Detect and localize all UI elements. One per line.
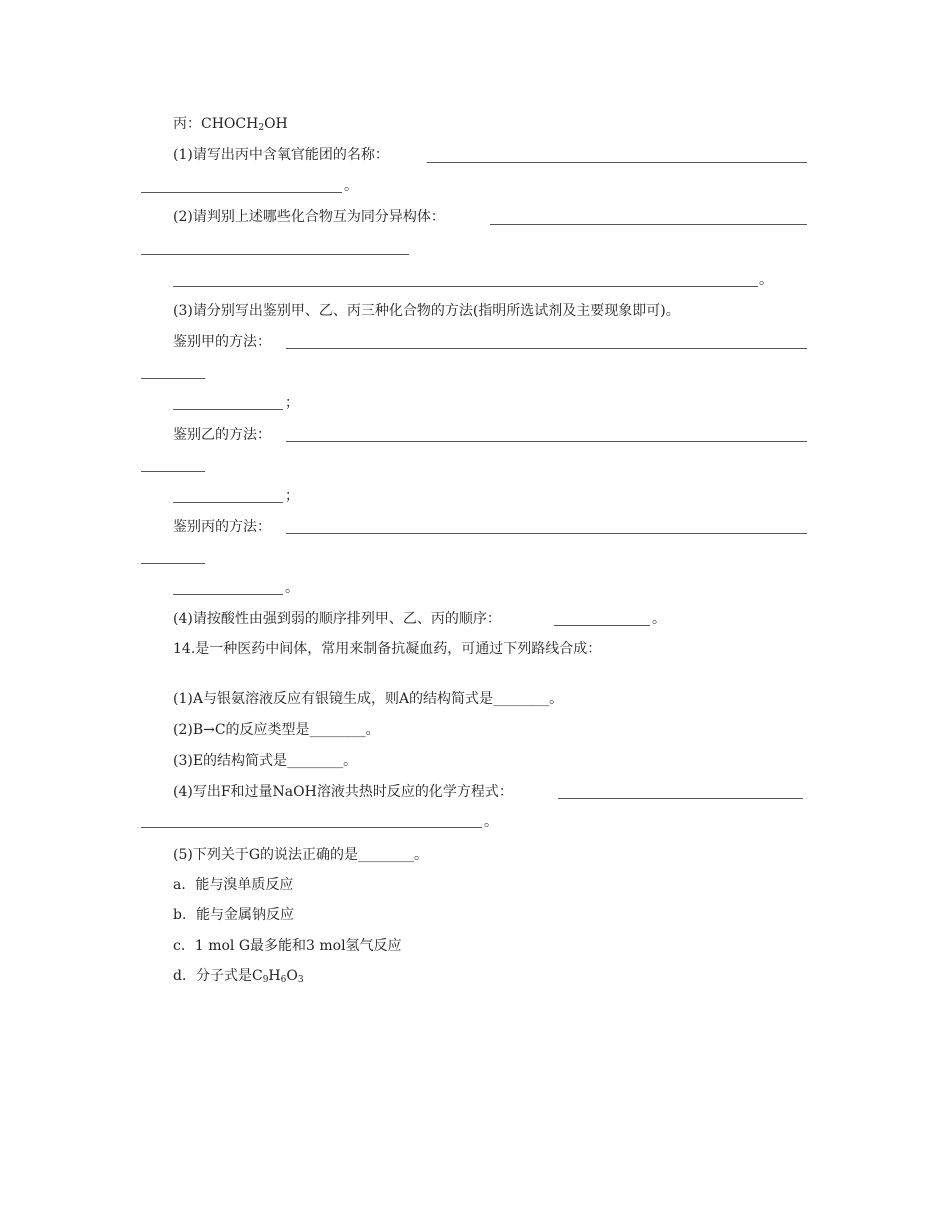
answer-blank[interactable]: ________: [287, 753, 344, 769]
answer-line[interactable]: [286, 441, 807, 442]
method-yi-label: 鉴别乙的方法：: [173, 427, 271, 443]
option-d[interactable]: d．分子式是$C_9H_6O_3$: [173, 968, 304, 985]
part-4-text: (4)写出F和过量NaOH溶液共热时反应的化学方程式：: [173, 784, 513, 800]
answer-line[interactable]: [554, 625, 650, 626]
answer-line[interactable]: [558, 798, 803, 799]
answer-line[interactable]: [286, 533, 807, 534]
answer-line[interactable]: [173, 594, 283, 595]
answer-line[interactable]: [141, 471, 205, 472]
answer-blank[interactable]: ________: [493, 691, 550, 707]
bing-formula-line: 丙：$CHOCH_2OH$: [173, 116, 288, 133]
answer-blank[interactable]: ________: [358, 847, 415, 863]
part-5: (5)下列关于G的说法正确的是________。: [173, 847, 429, 863]
question-2-text: (2)请判别上述哪些化合物互为同分异构体：: [173, 209, 445, 225]
answer-line[interactable]: [173, 286, 758, 287]
question-1-text: (1)请写出丙中含氧官能团的名称：: [173, 147, 389, 163]
problem-14-intro: 14.是一种医药中间体，常用来制备抗凝血药，可通过下列路线合成：: [173, 641, 602, 657]
answer-line[interactable]: [490, 224, 807, 225]
answer-line[interactable]: [141, 827, 482, 828]
answer-line[interactable]: [141, 254, 409, 255]
period: 。: [652, 611, 666, 627]
answer-line[interactable]: [286, 348, 807, 349]
answer-line[interactable]: [173, 502, 283, 503]
option-c[interactable]: c．1 mol G最多能和3 mol氢气反应: [173, 938, 402, 954]
question-3-text: (3)请分别写出鉴别甲、乙、丙三种化合物的方法(指明所选试剂及主要现象即可)。: [173, 303, 680, 319]
answer-blank[interactable]: ________: [309, 722, 366, 738]
method-bing-label: 鉴别丙的方法：: [173, 519, 271, 535]
period: 。: [759, 272, 773, 288]
part-2: (2)B→C的反应类型是________。: [173, 722, 380, 738]
part-3: (3)E的结构简式是________。: [173, 753, 358, 769]
question-4-text: (4)请按酸性由强到弱的顺序排列甲、乙、丙的顺序：: [173, 611, 501, 627]
answer-line[interactable]: [173, 409, 283, 410]
semicolon: ；: [285, 488, 299, 504]
period: 。: [484, 814, 498, 830]
period: 。: [344, 178, 358, 194]
part-1: (1)A与银氨溶液反应有银镜生成，则A的结构简式是________。: [173, 691, 564, 707]
option-b[interactable]: b．能与金属钠反应: [173, 907, 294, 923]
method-jia-label: 鉴别甲的方法：: [173, 334, 271, 350]
semicolon: ；: [285, 395, 299, 411]
answer-line[interactable]: [141, 192, 342, 193]
answer-line[interactable]: [427, 162, 807, 163]
period: 。: [285, 580, 299, 596]
answer-line[interactable]: [141, 563, 205, 564]
answer-line[interactable]: [141, 378, 205, 379]
option-a[interactable]: a．能与溴单质反应: [173, 877, 294, 893]
